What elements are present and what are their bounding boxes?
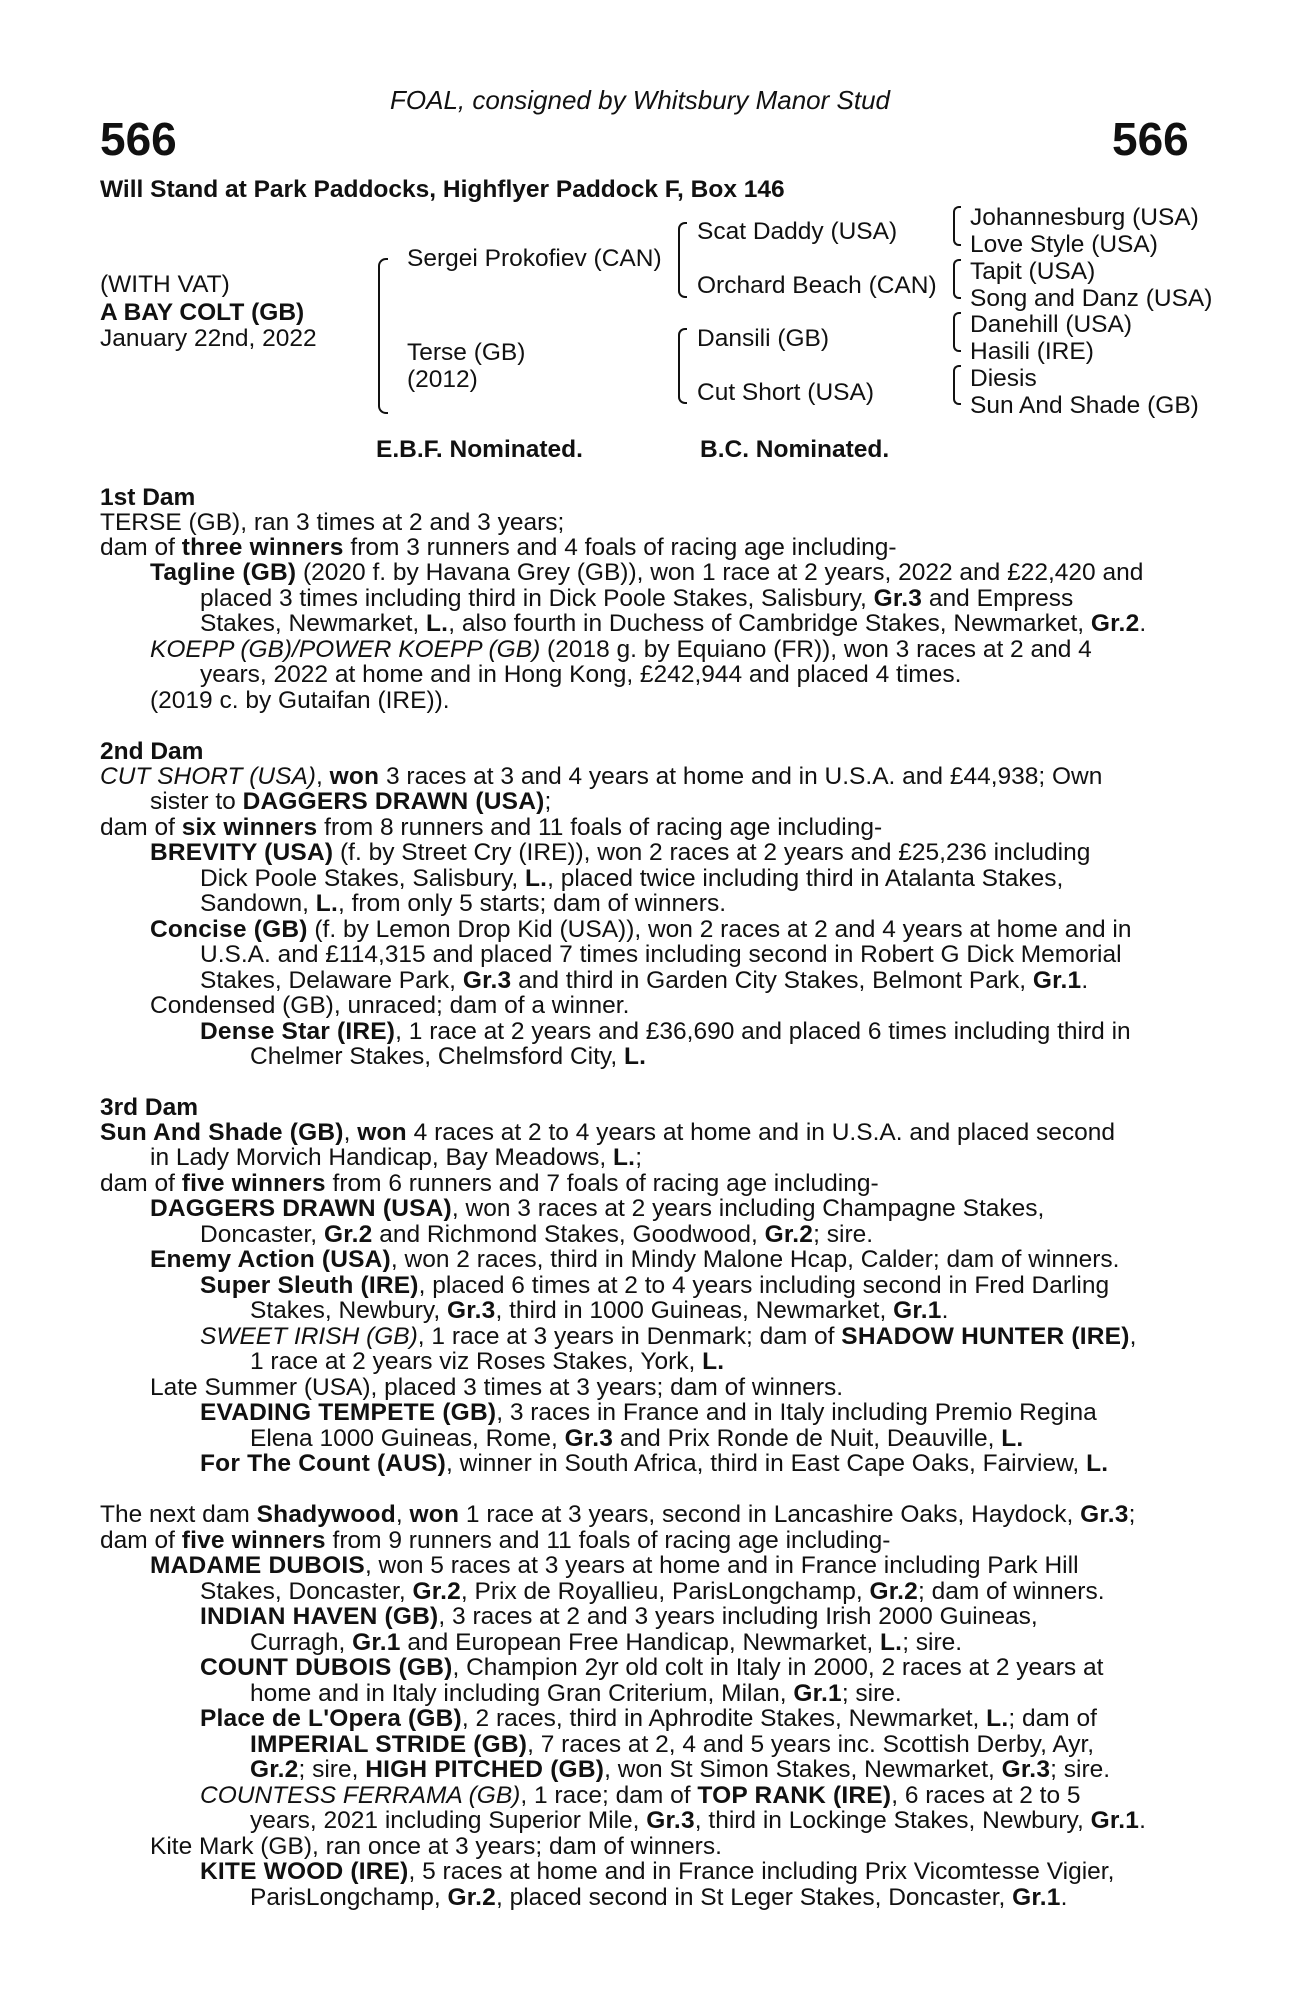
second-dam-produce-2: Concise (GB) (f. by Lemon Drop Kid (USA)), won 2 races at 2 and 4 years at home and in (150, 916, 1132, 943)
next-dam-produce-1cc: Gr.2; sire, HIGH PITCHED (GB), won St Simon Stakes, Newmarket, Gr.3; sire. (250, 1756, 1111, 1783)
lot-number-left: 566 (100, 113, 177, 165)
third-dam-produce-3ab: Elena 1000 Guineas, Rome, Gr.3 and Prix Ronde de Nuit, Deauville, L. (250, 1425, 1024, 1452)
next-dam-produce-2ab: ParisLongchamp, Gr.2, placed second in St Leger Stakes, Doncaster, Gr.1. (250, 1884, 1068, 1911)
second-dam-produce-3: Condensed (GB), unraced; dam of a winner. (150, 992, 630, 1019)
third-dam-heading: 3rd Dam (100, 1094, 199, 1121)
third-dam-produce-1b: Doncaster, Gr.2 and Richmond Stakes, Goodwood, Gr.2; sire. (200, 1221, 874, 1248)
pedigree-sire-sire: Scat Daddy (USA) (697, 218, 898, 245)
third-dam-produce-3: Late Summer (USA), placed 3 times at 3 years; dam of winners. (150, 1374, 844, 1401)
pedigree-brace-3d (953, 365, 961, 405)
consignor-line: FOAL, consigned by Whitsbury Manor Stud (390, 85, 891, 115)
pedigree-dsd: Hasili (IRE) (970, 338, 1094, 365)
horse-name: A BAY COLT (GB) (100, 299, 305, 326)
pedigree-sire-dam: Orchard Beach (CAN) (697, 272, 937, 299)
first-dam-produce-1c: Stakes, Newmarket, L., also fourth in Duchess of Cambridge Stakes, Newmarket, Gr.2. (200, 610, 1147, 637)
second-dam-produce-2c: Stakes, Delaware Park, Gr.3 and third in Garden City Stakes, Belmont Park, Gr.1. (200, 967, 1089, 994)
next-dam-produce-1bb: home and in Italy including Gran Criterium, Milan, Gr.1; sire. (250, 1680, 902, 1707)
third-dam-produce-3b: For The Count (AUS), winner in South Africa, third in East Cape Oaks, Fairview, L. (200, 1450, 1109, 1477)
pedigree-sire: Sergei Prokofiev (CAN) (407, 245, 662, 272)
first-dam-heading: 1st Dam (100, 484, 196, 511)
bc-nominated: B.C. Nominated. (700, 436, 890, 463)
pedigree-brace-3b (953, 259, 961, 299)
second-dam-line-1: CUT SHORT (USA), won 3 races at 3 and 4 years at home and in U.S.A. and £44,938; Own (100, 763, 1103, 790)
third-dam-produce-1: DAGGERS DRAWN (USA), won 3 races at 2 years including Champagne Stakes, (150, 1195, 1045, 1222)
second-dam-heading: 2nd Dam (100, 738, 204, 765)
pedigree-dds: Diesis (970, 365, 1037, 392)
third-dam-line-3: dam of five winners from 6 runners and 7 foals of racing age including- (100, 1170, 879, 1197)
third-dam-produce-2bb: 1 race at 2 years viz Roses Stakes, York, L. (250, 1348, 725, 1375)
ebf-nominated: E.B.F. Nominated. (376, 436, 583, 463)
next-dam-produce-1c: Place de L'Opera (GB), 2 races, third in Aphrodite Stakes, Newmarket, L.; dam of (200, 1705, 1097, 1732)
second-dam-produce-3b: Chelmer Stakes, Chelmsford City, L. (250, 1043, 647, 1070)
pedigree-dam-year: (2012) (407, 366, 478, 393)
third-dam-produce-2ab: Stakes, Newbury, Gr.3, third in 1000 Guineas, Newmarket, Gr.1. (250, 1297, 949, 1324)
first-dam-produce-1: Tagline (GB) (2020 f. by Havana Grey (GB)), won 1 race at 2 years, 2022 and £22,420 and (150, 559, 1144, 586)
pedigree-brace-1 (378, 258, 388, 414)
third-dam-line-1: Sun And Shade (GB), won 4 races at 2 to 4 years at home and in U.S.A. and placed second (100, 1119, 1116, 1146)
third-dam-produce-2: Enemy Action (USA), won 2 races, third in Mindy Malone Hcap, Calder; dam of winners. (150, 1246, 1120, 1273)
pedigree-brace-3c (953, 312, 961, 352)
pedigree-ssd: Love Style (USA) (970, 231, 1158, 258)
second-dam-produce-3a: Dense Star (IRE), 1 race at 2 years and £36,690 and placed 6 times including third in (200, 1018, 1131, 1045)
pedigree-sss: Johannesburg (USA) (970, 204, 1199, 231)
pedigree-dam-sire: Dansili (GB) (697, 325, 830, 352)
first-dam-produce-1b: placed 3 times including third in Dick Poole Stakes, Salisbury, Gr.3 and Empress (200, 585, 1074, 612)
first-dam-line-1: TERSE (GB), ran 3 times at 2 and 3 years; (100, 509, 565, 536)
third-dam-produce-2a: Super Sleuth (IRE), placed 6 times at 2 to 4 years including second in Fred Darling (200, 1272, 1110, 1299)
pedigree-brace-2b (678, 328, 687, 404)
next-dam-produce-1b: Stakes, Doncaster, Gr.2, Prix de Royallieu, ParisLongchamp, Gr.2; dam of winners. (200, 1578, 1105, 1605)
second-dam-produce-1b: Dick Poole Stakes, Salisbury, L., placed twice including third in Atalanta Stakes, (200, 865, 1064, 892)
pedigree-dam-dam: Cut Short (USA) (697, 379, 874, 406)
third-dam-produce-3a: EVADING TEMPETE (GB), 3 races in France and in Italy including Premio Regina (200, 1399, 1097, 1426)
pedigree-dss: Danehill (USA) (970, 311, 1133, 338)
lot-number-right: 566 (1112, 113, 1189, 165)
next-dam-produce-1ab: Curragh, Gr.1 and European Free Handicap, Newmarket, L.; sire. (250, 1629, 963, 1656)
pedigree-sds: Tapit (USA) (970, 258, 1096, 285)
next-dam-produce-1b2: COUNT DUBOIS (GB), Champion 2yr old colt in Italy in 2000, 2 races at 2 years at (200, 1654, 1104, 1681)
next-dam-produce-1db: years, 2021 including Superior Mile, Gr.3, third in Lockinge Stakes, Newbury, Gr.1. (250, 1807, 1146, 1834)
vat-note: (WITH VAT) (100, 271, 230, 298)
second-dam-produce-1: BREVITY (USA) (f. by Street Cry (IRE)), won 2 races at 2 years and £25,236 including (150, 839, 1091, 866)
pedigree-brace-2a (678, 222, 687, 298)
first-dam-line-2: dam of three winners from 3 runners and 4 foals of racing age including- (100, 534, 897, 561)
third-dam-line-2: in Lady Morvich Handicap, Bay Meadows, L.; (150, 1144, 642, 1171)
foaling-date: January 22nd, 2022 (100, 325, 317, 352)
second-dam-produce-1c: Sandown, L., from only 5 starts; dam of winners. (200, 890, 727, 917)
next-dam-produce-2a: KITE WOOD (IRE), 5 races at home and in France including Prix Vicomtesse Vigier, (200, 1858, 1115, 1885)
first-dam-produce-2: KOEPP (GB)/POWER KOEPP (GB) (2018 g. by Equiano (FR)), won 3 races at 2 and 4 (150, 636, 1092, 663)
next-dam-produce-1a: INDIAN HAVEN (GB), 3 races at 2 and 3 years including Irish 2000 Guineas, (200, 1603, 1038, 1630)
next-dam-line-1: The next dam Shadywood, won 1 race at 3 years, second in Lancashire Oaks, Haydock, Gr.3; (100, 1501, 1136, 1528)
next-dam-produce-2: Kite Mark (GB), ran once at 3 years; dam of winners. (150, 1833, 722, 1860)
pedigree-sdd: Song and Danz (USA) (970, 285, 1213, 312)
second-dam-line-2: sister to DAGGERS DRAWN (USA); (150, 788, 552, 815)
next-dam-produce-1cb: IMPERIAL STRIDE (GB), 7 races at 2, 4 and 5 years inc. Scottish Derby, Ayr, (250, 1731, 1095, 1758)
next-dam-produce-1d: COUNTESS FERRAMA (GB), 1 race; dam of TOP RANK (IRE), 6 races at 2 to 5 (200, 1782, 1081, 1809)
second-dam-produce-2b: U.S.A. and £114,315 and placed 7 times including second in Robert G Dick Memorial (200, 941, 1122, 968)
pedigree-brace-3a (953, 206, 961, 246)
stable-location: Will Stand at Park Paddocks, Highflyer Paddock F, Box 146 (100, 176, 785, 203)
pedigree-ddd: Sun And Shade (GB) (970, 392, 1199, 419)
first-dam-produce-3: (2019 c. by Gutaifan (IRE)). (150, 687, 450, 714)
pedigree-dam: Terse (GB) (407, 339, 526, 366)
next-dam-line-2: dam of five winners from 9 runners and 11 foals of racing age including- (100, 1527, 891, 1554)
third-dam-produce-2b: SWEET IRISH (GB), 1 race at 3 years in Denmark; dam of SHADOW HUNTER (IRE), (200, 1323, 1137, 1350)
second-dam-line-3: dam of six winners from 8 runners and 11 foals of racing age including- (100, 814, 883, 841)
first-dam-produce-2b: years, 2022 at home and in Hong Kong, £242,944 and placed 4 times. (200, 661, 962, 688)
next-dam-produce-1: MADAME DUBOIS, won 5 races at 3 years at home and in France including Park Hill (150, 1552, 1079, 1579)
